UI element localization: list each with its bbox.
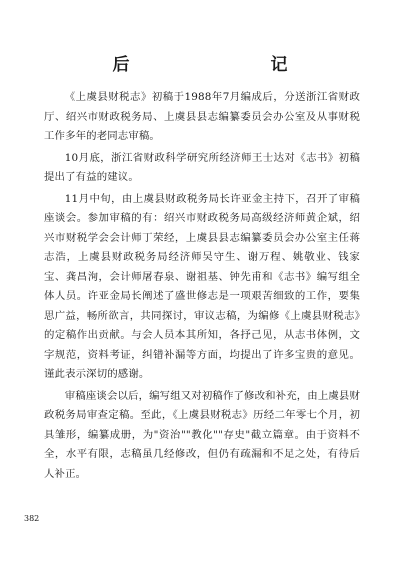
paragraph-4: 审稿座谈会以后，编写组又对初稿作了修改和补充，由上虞县财政税务局审查定稿。至此，《上虞县财税志》历经二年零七个月，初具雏形，编纂成册，为"资治""教化""存史"截立篇章。由于资料不全，水平有限，志稿虽几经修改，但仍有疏漏和不足之处，有待后人补正。	[44, 389, 360, 480]
page-title: 后 记	[112, 55, 350, 75]
page-number: 382	[24, 514, 40, 523]
paragraph-1: 《上虞县财税志》初稿于1988年7月编成后，分送浙江省财政厅、绍兴市财政税务局、上虞县县志编纂委员会办公室及从事财税工作多年的老同志审稿。	[44, 91, 360, 142]
paragraph-2: 10月底，浙江省财政科学研究所经济师王士达对《志书》初稿提出了有益的建议。	[44, 151, 360, 183]
paragraph-3: 11月中旬，由上虞县财政税务局长许亚金主持下，召开了审稿座谈会。参加审稿的有：绍兴市财政税务局高级经济师黄企斌，绍兴市财税学会会计师丁荣经，上虞县县志编纂委员会办公室主任蒋志浩，上虞县财政税务局经济师吴守生、谢万程、姚敬业、钱家宝、龚昌洵，会计师屠春泉、谢祖基、钟先甫和《志书》编写组全体人员。许亚金局长阐述了盛世修志是一项艰苦细致的工作，要集思广益，畅所欲言，共同探讨，审议志稿，为编修《上虞县财税志》的定稿作出贡献。与会人员本其所知，各抒己见，从志书体例，文字规范，资料考证，纠错补漏等方面，均提出了许多宝贵的意见。谨此表示深切的感谢。	[44, 192, 360, 380]
document-body	[44, 88, 360, 484]
